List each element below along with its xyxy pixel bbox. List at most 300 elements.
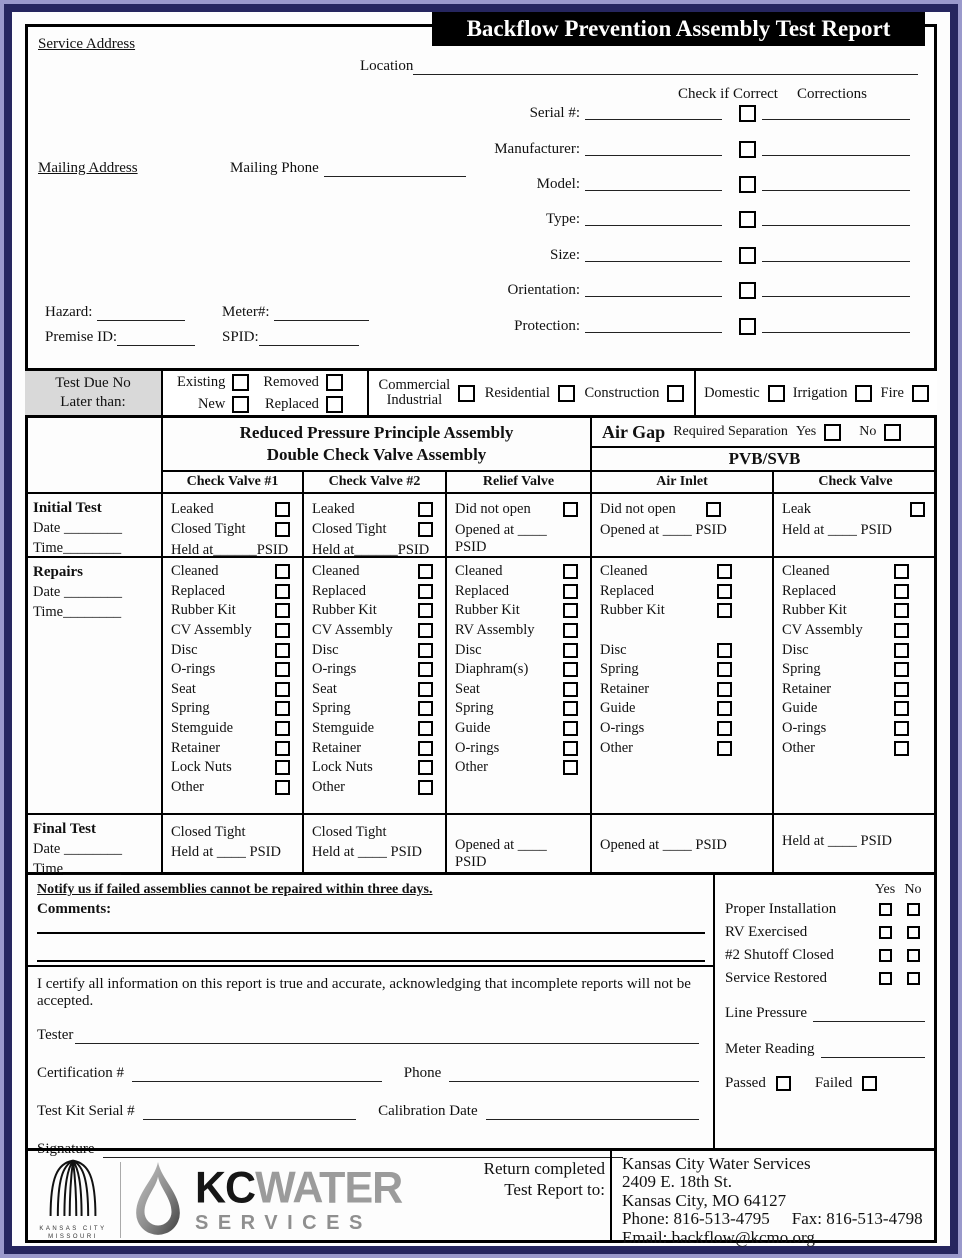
repair-item-label: Lock Nuts [171, 759, 232, 776]
logo-services-text: SERVICES [195, 1211, 372, 1234]
rv-notopen-checkbox[interactable] [563, 502, 578, 517]
repairs-cv1-list [161, 556, 302, 813]
repair-item-label: Disc [455, 641, 482, 658]
repair-item [455, 699, 578, 719]
initial-check-valve-cell [772, 492, 937, 556]
fountain-icon [37, 1158, 109, 1241]
cv2-closed-checkbox[interactable] [418, 522, 433, 537]
irrigation-option [793, 385, 873, 402]
install-option-checkbox[interactable] [326, 374, 343, 391]
air-gap-yes-label: Yes [795, 424, 817, 439]
test-kit-serial-line [143, 1107, 356, 1120]
repair-item-checkbox[interactable] [275, 701, 290, 716]
construction-option [585, 385, 685, 402]
asset-field-label: Type: [546, 211, 580, 228]
repair-item-label: Retainer [312, 739, 362, 756]
final-cv-held: Held at ____ PSID [782, 833, 892, 849]
final-ai-opened: Opened at ____ PSID [600, 837, 727, 853]
repair-item-checkbox[interactable] [717, 564, 732, 579]
yes-column-label: Yes [874, 882, 896, 897]
repair-item-label: Other [600, 739, 634, 756]
return-to-label [445, 1158, 605, 1200]
repair-item-checkbox[interactable] [894, 564, 909, 579]
repair-item-checkbox[interactable] [275, 564, 290, 579]
failed-checkbox[interactable] [862, 1076, 877, 1091]
repair-item [312, 621, 433, 641]
repair-item-checkbox[interactable] [275, 623, 290, 638]
no-column-label: No [904, 882, 922, 897]
repair-item-label: Spring [171, 700, 210, 717]
repair-item-checkbox[interactable] [894, 682, 909, 697]
repair-item-checkbox[interactable] [563, 741, 578, 756]
repair-item-checkbox[interactable] [563, 643, 578, 658]
air-gap-cell [590, 418, 937, 446]
certification-number-label: Certification # [37, 1065, 125, 1081]
result-yes-checkbox[interactable] [879, 903, 892, 916]
repair-item-label: Rubber Kit [312, 602, 377, 619]
repair-item-label: Replaced [312, 582, 366, 599]
repair-item-checkbox[interactable] [275, 760, 290, 775]
install-option-checkbox[interactable] [326, 396, 343, 413]
result-yes-checkbox[interactable] [879, 972, 892, 985]
repairs-check-valve-list [772, 556, 937, 813]
repair-item [171, 680, 290, 700]
result-check-row [725, 921, 925, 944]
repair-item-checkbox[interactable] [418, 662, 433, 677]
install-option [177, 372, 249, 392]
check-if-correct-checkbox[interactable] [739, 282, 756, 299]
result-check-row [725, 944, 925, 967]
final-cv1-held: Held at ____ PSID [171, 844, 281, 860]
repair-item-label: Spring [455, 700, 494, 717]
check-if-correct-checkbox[interactable] [739, 176, 756, 193]
repair-item [312, 601, 433, 621]
initial-test-label-cell [25, 492, 161, 556]
repair-item-label: Spring [782, 661, 821, 678]
asset-field-row [440, 202, 922, 237]
footer-divider [610, 1151, 612, 1243]
check-if-correct-checkbox[interactable] [739, 318, 756, 335]
repair-item-checkbox[interactable] [418, 682, 433, 697]
initial-cv1-cell [161, 492, 302, 556]
repair-item-label: CV Assembly [782, 622, 863, 639]
repair-item-checkbox[interactable] [275, 682, 290, 697]
install-option-label: Replaced [264, 395, 319, 412]
repair-item [455, 738, 578, 758]
repairs-label-cell [25, 556, 161, 813]
repair-item-checkbox[interactable] [563, 701, 578, 716]
address-email: Email: backflow@kcmo.org [622, 1227, 815, 1247]
repair-item-label: Guide [455, 720, 491, 737]
check-if-correct-checkbox[interactable] [739, 247, 756, 264]
asset-field-rows [440, 96, 922, 344]
repair-item [600, 640, 732, 660]
ai-opened-line: Opened at ____ PSID [600, 522, 727, 538]
tester-label: Tester [37, 1027, 74, 1043]
check-if-correct-label: Check if Correct [678, 86, 778, 102]
final-date-label: Date ________ [33, 841, 122, 857]
certification-section [25, 965, 713, 1157]
return-line-2: Test Report to: [504, 1180, 605, 1199]
final-cv1-closed: Closed Tight [171, 824, 246, 840]
repair-item-checkbox[interactable] [894, 584, 909, 599]
repair-item [455, 719, 578, 739]
repair-item-checkbox[interactable] [275, 780, 290, 795]
assembly-title-cell [161, 418, 590, 470]
repair-item-label: Replaced [782, 582, 836, 599]
repair-item-label: Seat [171, 680, 196, 697]
repair-item [455, 758, 578, 778]
service-address-label: Service Address [38, 36, 136, 52]
repair-item-label: CV Assembly [171, 622, 252, 639]
repair-item [171, 758, 290, 778]
cv-held-line: Held at ____ PSID [782, 522, 892, 538]
repair-item [171, 778, 290, 798]
table-corner-cell [25, 418, 161, 470]
repair-item-checkbox[interactable] [717, 741, 732, 756]
repair-item-checkbox[interactable] [418, 643, 433, 658]
tester-line [75, 1031, 699, 1044]
failed-label: Failed [814, 1075, 853, 1091]
final-rv-cell [445, 813, 590, 875]
repair-item-label: Guide [600, 700, 636, 717]
repair-item-label: Stemguide [171, 720, 234, 737]
repair-item-label: Cleaned [600, 563, 648, 580]
repair-item-checkbox[interactable] [275, 643, 290, 658]
asset-field-label: Protection: [514, 317, 580, 334]
correction-line [762, 143, 910, 156]
cv1-closed-label: Closed Tight [171, 520, 246, 537]
repair-item-checkbox[interactable] [275, 603, 290, 618]
test-due-line2: Later than: [60, 394, 126, 410]
result-no-checkbox[interactable] [907, 926, 920, 939]
footer [25, 1148, 937, 1247]
final-rv-opened: Opened at ____ PSID [455, 837, 547, 870]
repair-item-label: Rubber Kit [455, 602, 520, 619]
repair-item [171, 621, 290, 641]
install-option-checkbox[interactable] [232, 374, 249, 391]
kc-water-wordmark [195, 1162, 403, 1234]
signature-label: Signature [37, 1141, 95, 1157]
premise-id-label: Premise ID: [45, 329, 118, 345]
construction-checkbox[interactable] [667, 385, 684, 402]
repair-item-label: RV Assembly [455, 622, 535, 639]
repair-item-checkbox[interactable] [563, 623, 578, 638]
cv1-leaked-checkbox[interactable] [275, 502, 290, 517]
repair-item-label: O-rings [455, 739, 500, 756]
repair-item [782, 699, 909, 719]
repair-item [455, 660, 578, 680]
repair-item [782, 640, 909, 660]
repair-item-checkbox[interactable] [894, 643, 909, 658]
repair-item-checkbox[interactable] [563, 564, 578, 579]
repair-item-label: Cleaned [782, 563, 830, 580]
repair-item-label: Replaced [600, 582, 654, 599]
initial-air-inlet-cell [590, 492, 772, 556]
repair-item-checkbox[interactable] [275, 662, 290, 677]
cv-leak-label: Leak [782, 500, 811, 517]
repair-item [600, 719, 732, 739]
repair-item-checkbox[interactable] [418, 701, 433, 716]
repair-item [312, 738, 433, 758]
repairs-time-label: Time________ [33, 604, 122, 620]
residential-label: Residential [484, 384, 550, 401]
repairs-date-label: Date ________ [33, 584, 122, 600]
install-status-cell [161, 371, 367, 415]
return-address [622, 1155, 923, 1247]
repair-item-checkbox[interactable] [418, 564, 433, 579]
asset-value-line [585, 107, 722, 120]
repair-item-checkbox[interactable] [717, 682, 732, 697]
mailing-address-label: Mailing Address [38, 160, 138, 176]
repairs-rv-list [445, 556, 590, 813]
comments-label: Comments: [37, 901, 112, 917]
final-time-label: Time________ [33, 861, 122, 877]
final-cv2-closed: Closed Tight [312, 824, 387, 840]
repair-item [600, 582, 732, 602]
result-yes-checkbox[interactable] [879, 949, 892, 962]
repair-item [782, 601, 909, 621]
repair-item-label: O-rings [782, 720, 827, 737]
repair-item-label: Rubber Kit [171, 602, 236, 619]
repair-item-label: Retainer [600, 680, 650, 697]
hazard-line [97, 308, 185, 321]
air-gap-label: Air Gap [602, 421, 666, 442]
meter-label: Meter#: [222, 304, 270, 320]
repair-item [782, 562, 909, 582]
check-if-correct-checkbox[interactable] [739, 211, 756, 228]
repair-item-checkbox[interactable] [717, 721, 732, 736]
install-option [177, 394, 249, 414]
repair-item-label: Seat [312, 680, 337, 697]
repair-item [312, 562, 433, 582]
repair-item [782, 738, 909, 758]
phone-line [449, 1069, 699, 1082]
repair-item-checkbox[interactable] [894, 603, 909, 618]
repair-item [600, 621, 732, 641]
meter-line [274, 308, 369, 321]
rv-notopen-label: Did not open [455, 500, 531, 517]
repairs-air-inlet-list [590, 556, 772, 813]
ai-notopen-checkbox[interactable] [706, 502, 721, 517]
yes-no-header [725, 882, 925, 898]
notify-text: Notify us if failed assemblies cannot be repaired within three days. [37, 882, 433, 897]
repair-item [782, 660, 909, 680]
commercial-industrial-option [379, 378, 476, 408]
logo-water-text: WATER [255, 1162, 403, 1213]
certification-number-line [132, 1069, 382, 1082]
repair-item [171, 719, 290, 739]
final-cv2-held: Held at ____ PSID [312, 844, 422, 860]
location-label: Location [360, 58, 414, 74]
column-header-air-inlet: Air Inlet [590, 470, 772, 492]
result-yes-checkbox[interactable] [879, 926, 892, 939]
final-air-inlet-cell [590, 813, 772, 875]
repair-item-label: Diaphram(s) [455, 661, 529, 678]
repair-item-label: Disc [782, 641, 809, 658]
repair-item-checkbox[interactable] [563, 584, 578, 599]
repair-item [600, 680, 732, 700]
ai-notopen-label: Did not open [600, 500, 676, 517]
correction-line [762, 320, 910, 333]
repair-item-checkbox[interactable] [418, 584, 433, 599]
repair-item-checkbox[interactable] [894, 721, 909, 736]
calibration-date-label: Calibration Date [378, 1103, 478, 1119]
repair-item-checkbox[interactable] [717, 662, 732, 677]
dcva-title: Double Check Valve Assembly [266, 445, 487, 464]
hazard-label: Hazard: [45, 304, 93, 320]
repair-item [455, 601, 578, 621]
irrigation-checkbox[interactable] [855, 385, 872, 402]
install-option-label: Existing [177, 373, 226, 390]
repair-item-checkbox[interactable] [418, 760, 433, 775]
asset-field-row [440, 96, 922, 131]
address-fax: Fax: 816-513-4798 [791, 1209, 923, 1229]
repair-item-checkbox[interactable] [275, 584, 290, 599]
repair-item-checkbox[interactable] [418, 603, 433, 618]
rv-opened-line: Opened at ____ PSID [455, 522, 547, 555]
cv-leak-checkbox[interactable] [910, 502, 925, 517]
repair-item-label: Guide [782, 700, 818, 717]
water-drop-icon [132, 1161, 184, 1239]
fountain-caption-2: MISSOURI [48, 1234, 98, 1240]
repair-item [171, 601, 290, 621]
repair-item-checkbox[interactable] [563, 603, 578, 618]
asset-value-line [585, 213, 722, 226]
repair-item [171, 562, 290, 582]
asset-value-line [585, 320, 722, 333]
column-header-cv2: Check Valve #2 [302, 470, 445, 492]
address-org: Kansas City Water Services [622, 1154, 811, 1173]
fire-checkbox[interactable] [912, 385, 929, 402]
passed-checkbox[interactable] [776, 1076, 791, 1091]
rppa-title: Reduced Pressure Principle Assembly [239, 423, 514, 442]
repair-item [455, 621, 578, 641]
phone-label: Phone [403, 1065, 442, 1081]
cv2-leaked-checkbox[interactable] [418, 502, 433, 517]
repair-item-checkbox[interactable] [894, 701, 909, 716]
result-no-checkbox[interactable] [907, 903, 920, 916]
repair-item [600, 601, 732, 621]
repair-item [312, 640, 433, 660]
repair-item [455, 562, 578, 582]
repair-item-checkbox[interactable] [717, 584, 732, 599]
repair-item-checkbox[interactable] [418, 721, 433, 736]
check-if-correct-checkbox[interactable] [739, 141, 756, 158]
repair-item-checkbox[interactable] [894, 662, 909, 677]
classification-band [25, 368, 937, 418]
initial-rv-cell [445, 492, 590, 556]
asset-field-row [440, 273, 922, 308]
air-gap-yes-checkbox[interactable] [824, 424, 841, 441]
repair-item-label: O-rings [312, 661, 357, 678]
repair-item-label: CV Assembly [312, 622, 393, 639]
repair-item-checkbox[interactable] [563, 662, 578, 677]
repair-item-checkbox[interactable] [275, 721, 290, 736]
repair-item-checkbox[interactable] [418, 780, 433, 795]
repair-item [171, 660, 290, 680]
repair-item [782, 680, 909, 700]
repair-item-checkbox[interactable] [894, 623, 909, 638]
mailing-phone-label: Mailing Phone [230, 160, 319, 176]
page-title: Backflow Prevention Assembly Test Report [432, 12, 925, 46]
repair-item-checkbox[interactable] [717, 603, 732, 618]
initial-time-label: Time________ [33, 540, 122, 556]
repair-item-checkbox[interactable] [563, 760, 578, 775]
repair-item-checkbox[interactable] [275, 741, 290, 756]
repair-item-checkbox[interactable] [894, 741, 909, 756]
repair-item [782, 582, 909, 602]
repair-item [312, 699, 433, 719]
pvb-svb-cell [590, 446, 937, 470]
pvb-svb-label: PVB/SVB [728, 449, 801, 468]
address-city: Kansas City, MO 64127 [622, 1190, 787, 1210]
commercial-label: Commercial [378, 377, 451, 393]
column-header-relief-valve: Relief Valve [445, 470, 590, 492]
correction-line [762, 249, 910, 262]
repair-item-checkbox[interactable] [563, 721, 578, 736]
repair-item-label: Disc [171, 641, 198, 658]
result-no-checkbox[interactable] [907, 949, 920, 962]
repair-item-label: Other [782, 739, 816, 756]
industrial-label: Industrial [386, 392, 443, 408]
repair-item-checkbox[interactable] [717, 643, 732, 658]
repair-item-checkbox[interactable] [418, 623, 433, 638]
repair-item-label: Other [312, 778, 346, 795]
domestic-option [704, 385, 785, 402]
repair-item [782, 621, 909, 641]
install-option-checkbox[interactable] [232, 396, 249, 413]
repair-item-checkbox[interactable] [717, 701, 732, 716]
result-check-label: Service Restored [725, 970, 828, 986]
repair-item-label: Seat [455, 680, 480, 697]
comments-line-2 [37, 960, 705, 962]
repair-item-label: Other [455, 759, 489, 776]
residential-checkbox[interactable] [558, 385, 575, 402]
repair-item-checkbox[interactable] [418, 741, 433, 756]
final-test-label: Final Test [33, 821, 96, 837]
air-gap-no-checkbox[interactable] [884, 424, 901, 441]
install-option [263, 372, 343, 392]
repair-item [600, 699, 732, 719]
irrigation-label: Irrigation [792, 384, 848, 401]
repair-item [455, 640, 578, 660]
repair-item-label: Disc [600, 641, 627, 658]
correction-line [762, 284, 910, 297]
repair-item-label: Cleaned [312, 563, 360, 580]
repair-item-label: Spring [312, 700, 351, 717]
repair-item-checkbox[interactable] [563, 682, 578, 697]
domestic-checkbox[interactable] [768, 385, 785, 402]
cv1-closed-checkbox[interactable] [275, 522, 290, 537]
repair-item-label: Retainer [782, 680, 832, 697]
commercial-industrial-checkbox[interactable] [458, 385, 475, 402]
repair-item-label: Other [171, 778, 205, 795]
result-check-label: #2 Shutoff Closed [725, 947, 834, 963]
result-no-checkbox[interactable] [907, 972, 920, 985]
usage-type-cell [367, 371, 694, 415]
repair-item [312, 680, 433, 700]
comments-section [25, 875, 713, 965]
service-type-cell [694, 371, 937, 415]
repair-item-label: Rubber Kit [782, 602, 847, 619]
asset-value-line [585, 284, 722, 297]
check-if-correct-checkbox[interactable] [739, 105, 756, 122]
repair-item [600, 562, 732, 582]
air-gap-no-label: No [859, 424, 877, 439]
install-option [263, 394, 343, 414]
correction-line [762, 213, 910, 226]
